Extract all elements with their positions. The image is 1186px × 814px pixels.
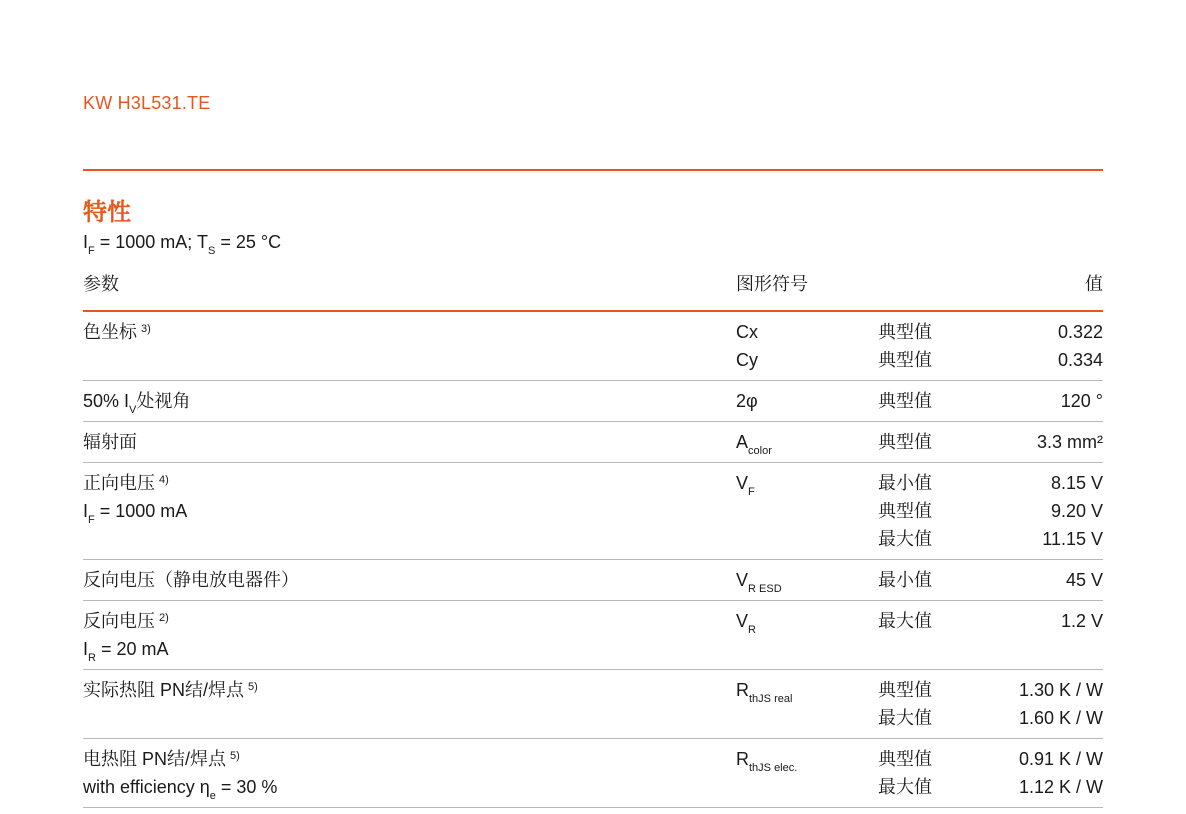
param-line [83,607,169,635]
value-type-cell [878,745,932,801]
symbol-cell [736,566,782,594]
param-text: = 20 mA [95,639,169,659]
value: 120 ° [1060,391,1103,411]
table-row [83,422,1103,463]
value: 0.322 [1057,322,1103,342]
header-value: 值 [1085,274,1103,294]
param-cell [83,387,190,415]
param-prefix: 50% I [83,391,130,411]
value-cell [1019,676,1103,732]
value-type: 典型值 [878,391,932,411]
param-subscript: e [209,790,216,802]
value-type: 典型值 [878,322,932,342]
value-type-cell [878,469,932,553]
header-symbol: 图形符号 [736,274,808,294]
symbol-main: Cx [736,322,758,342]
param-line [83,469,187,497]
symbol-main: V [736,473,749,493]
param-text: 色坐标 [83,322,137,342]
footnote-ref: 2) [159,612,169,624]
symbol-line [736,346,758,374]
value-type-cell [878,318,932,374]
param-cell [83,607,169,663]
product-name: KW H3L531.TE [83,93,211,113]
value-type: 最大值 [878,611,932,631]
symbol-line [736,676,792,704]
param-prefix: I [83,639,89,659]
value-type-cell [878,387,932,415]
symbol-cell [736,469,755,497]
param-cell [83,428,137,456]
value-type-cell [878,566,932,594]
value: 3.3 mm² [1036,432,1103,452]
value: 9.20 V [1050,501,1103,521]
footnote-ref: 3) [141,323,151,335]
value: 8.15 V [1050,473,1103,493]
symbol-subscript: R ESD [748,583,782,595]
param-cell [83,469,187,525]
symbol-line [736,387,758,415]
symbol-cell [736,676,792,704]
footnote-ref: 5) [230,750,240,762]
table-row [83,381,1103,422]
value-type-cell [878,676,932,732]
symbol-main: R [736,749,749,769]
param-cell [83,745,277,801]
param-text: 处视角 [136,391,191,411]
table-row [83,463,1103,560]
symbol-main: A [736,432,749,452]
param-text: = 1000 mA [94,501,188,521]
symbol-subscript: R [748,624,756,636]
value: 0.334 [1057,350,1103,370]
param-text: 辐射面 [83,432,137,452]
value: 1.60 K / W [1018,708,1103,728]
value-cell [1061,607,1103,635]
param-line [83,566,299,594]
param-text: 电热阻 PN结/焊点 [83,749,227,769]
param-line [83,387,190,415]
param-line [83,318,151,346]
conditions-i-value: = 1000 mA; T [94,232,208,252]
symbol-subscript: color [748,445,772,457]
conditions-t-sub: S [207,245,216,257]
param-line [83,428,137,456]
symbol-subscript: F [748,486,755,498]
param-subscript: R [88,652,96,664]
value-type: 最小值 [878,570,932,590]
table-row [83,670,1103,739]
param-subscript: F [88,514,95,526]
symbol-cell [736,428,772,456]
value-type: 典型值 [878,501,932,521]
value-type: 典型值 [878,350,932,370]
symbol-main: V [736,611,749,631]
param-line [83,635,169,663]
symbol-main: R [736,680,749,700]
conditions-i-sub: F [88,245,95,257]
symbol-cell [736,607,756,635]
symbol-line [736,607,756,635]
value-type: 最小值 [878,473,932,493]
symbol-line [736,469,755,497]
value: 1.2 V [1060,611,1103,631]
param-text: 实际热阻 PN结/焊点 [83,680,245,700]
value-cell [1042,469,1103,553]
value-type: 最大值 [878,708,932,728]
test-conditions [83,232,282,257]
conditions-i: I [83,232,89,252]
top-divider [83,169,1103,171]
table-row [83,739,1103,808]
value: 11.15 V [1042,529,1103,549]
value-cell [1066,566,1103,594]
symbol-line [736,318,758,346]
value-cell [1037,428,1103,456]
value-type-cell [878,607,932,635]
value: 45 V [1065,570,1103,590]
table-row [83,560,1103,601]
value-type: 典型值 [878,749,932,769]
param-line [83,745,277,773]
value-type-cell [878,428,932,456]
symbol-subscript: thJS elec. [749,762,798,774]
table-header [83,270,1103,310]
param-cell [83,318,151,346]
value-type: 典型值 [878,680,932,700]
symbol-cell [736,318,758,374]
param-cell [83,676,258,704]
footnote-ref: 5) [248,681,258,693]
symbol-cell [736,745,797,773]
value: 1.12 K / W [1018,777,1103,797]
param-prefix: with efficiency η [83,777,210,797]
symbol-line [736,745,797,773]
section-title: 特性 [83,199,131,226]
header-parameter: 参数 [83,274,119,294]
footnote-ref: 4) [159,474,169,486]
value-type: 最大值 [878,529,932,549]
param-text: 反向电压 [83,611,155,631]
param-text: = 30 % [215,777,278,797]
param-prefix: I [83,501,89,521]
param-text: 反向电压（静电放电器件） [83,570,299,590]
value-cell [1061,387,1103,415]
table-row [83,601,1103,670]
param-line [83,773,277,801]
symbol-line [736,566,782,594]
symbol-subscript: thJS real [749,693,793,705]
param-line [83,497,187,525]
value-type: 典型值 [878,432,932,452]
param-subscript: V [129,404,137,416]
value: 0.91 K / W [1018,749,1103,769]
param-cell [83,566,299,594]
value-type: 最大值 [878,777,932,797]
value-cell [1058,318,1103,374]
conditions-t-value: = 25 °C [215,232,282,252]
value: 1.30 K / W [1018,680,1103,700]
symbol-cell [736,387,758,415]
param-line [83,676,258,704]
param-text: 正向电压 [83,473,155,493]
symbol-line [736,428,772,456]
symbol-main: 2φ [736,391,758,411]
symbol-main: Cy [736,350,758,370]
value-cell [1019,745,1103,801]
table-row [83,312,1103,381]
characteristics-table [83,312,1103,808]
symbol-main: V [736,570,749,590]
